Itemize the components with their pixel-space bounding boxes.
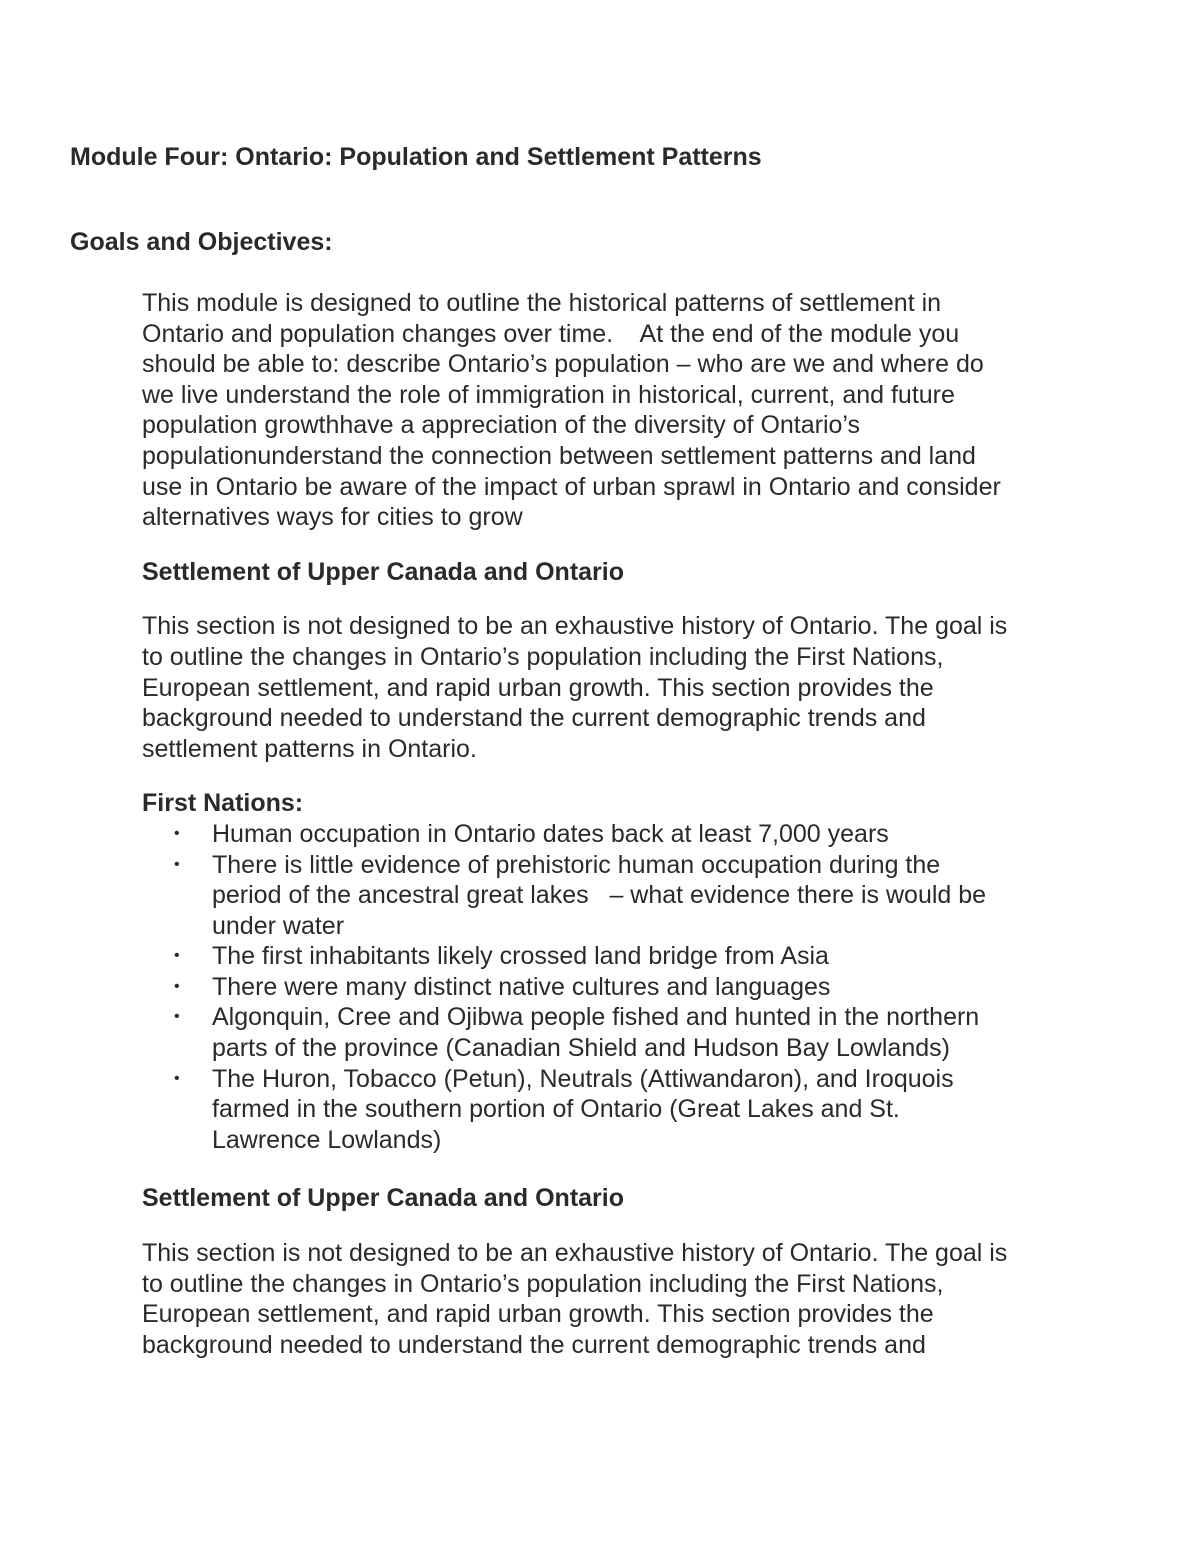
- list-item: [142, 819, 1102, 850]
- paragraph-line: This section is not designed to be an exhaustive history of Ontario. The goal is: [142, 612, 1008, 641]
- goals-heading: Goals and Objectives:: [70, 228, 333, 256]
- list-item: [142, 850, 1102, 942]
- list-item-line: The Huron, Tobacco (Petun), Neutrals (Attiwandaron), and Iroquois: [212, 1064, 954, 1093]
- bullet-icon: •: [174, 1069, 180, 1087]
- list-item: [142, 1064, 1102, 1156]
- list-item-line: Algonquin, Cree and Ojibwa people fished and hunted in the northern: [212, 1003, 980, 1032]
- intro-paragraph: [142, 288, 1102, 533]
- list-item-line: There is little evidence of prehistoric human occupation during the: [212, 850, 941, 879]
- intro-line: should be able to: describe Ontario’s population – who are we and where do: [142, 350, 984, 379]
- paragraph-line: European settlement, and rapid urban growth. This section provides the: [142, 1300, 934, 1329]
- settlement-paragraph-repeat: [142, 1238, 1102, 1360]
- section-heading-first-nations: First Nations:: [142, 789, 304, 818]
- list-item-line: farmed in the southern portion of Ontario (Great Lakes and St.: [212, 1095, 900, 1124]
- paragraph-line: background needed to understand the current demographic trends and: [142, 704, 926, 733]
- list-item-line: Lawrence Lowlands): [212, 1125, 442, 1154]
- section-heading-settlement: Settlement of Upper Canada and Ontario: [142, 557, 625, 586]
- list-item-line: There were many distinct native cultures and languages: [212, 972, 831, 1001]
- intro-line: Ontario and population changes over time. At the end of the module you: [142, 319, 960, 348]
- paragraph-line: to outline the changes in Ontario’s population including the First Nations,: [142, 1269, 944, 1298]
- bullet-icon: •: [174, 947, 180, 965]
- bullet-icon: •: [174, 824, 180, 842]
- list-item-line: The first inhabitants likely crossed land bridge from Asia: [212, 942, 829, 971]
- list-item: [142, 1002, 1102, 1063]
- intro-line: populationunderstand the connection between settlement patterns and land: [142, 441, 976, 470]
- paragraph-line: European settlement, and rapid urban growth. This section provides the: [142, 673, 934, 702]
- settlement-paragraph: [142, 611, 1102, 764]
- intro-line: use in Ontario be aware of the impact of urban sprawl in Ontario and consider: [142, 472, 1001, 501]
- paragraph-line: settlement patterns in Ontario.: [142, 734, 477, 763]
- intro-line: This module is designed to outline the historical patterns of settlement in: [142, 289, 942, 317]
- list-item-line: parts of the province (Canadian Shield and Hudson Bay Lowlands): [212, 1034, 950, 1063]
- bullet-icon: •: [174, 1008, 180, 1026]
- document-body: [142, 288, 1102, 1360]
- list-item-line: under water: [212, 911, 345, 940]
- first-nations-list: [142, 819, 1102, 1156]
- paragraph-line: This section is not designed to be an exhaustive history of Ontario. The goal is: [142, 1239, 1008, 1268]
- intro-line: alternatives ways for cities to grow: [142, 503, 523, 532]
- document-title: Module Four: Ontario: Population and Settlement Patterns: [70, 143, 762, 171]
- section-heading-settlement-repeat: Settlement of Upper Canada and Ontario: [142, 1184, 625, 1213]
- list-item-line: Human occupation in Ontario dates back at least 7,000 years: [212, 819, 889, 848]
- paragraph-line: to outline the changes in Ontario’s population including the First Nations,: [142, 642, 944, 671]
- list-item: [142, 972, 1102, 1003]
- intro-line: population growthhave a appreciation of the diversity of Ontario’s: [142, 411, 861, 440]
- list-item-line: period of the ancestral great lakes – what evidence there is would be: [212, 881, 987, 910]
- bullet-icon: •: [174, 855, 180, 873]
- intro-line: we live understand the role of immigration in historical, current, and future: [142, 380, 955, 409]
- list-item: [142, 941, 1102, 972]
- bullet-icon: •: [174, 977, 180, 995]
- paragraph-line: background needed to understand the current demographic trends and: [142, 1330, 926, 1359]
